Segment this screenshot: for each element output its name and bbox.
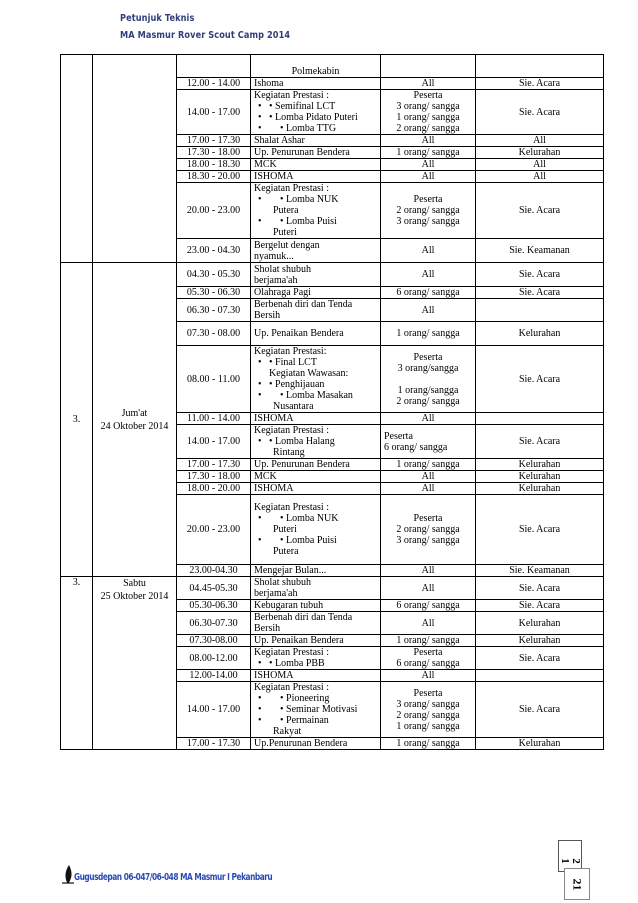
time-cell: 14.00 - 17.00 bbox=[177, 682, 251, 738]
activity-line: • • Seminar Motivasi bbox=[254, 704, 377, 715]
participant-line: 3 orang/ sangga bbox=[396, 698, 460, 710]
activity-line: Mengejar Bulan... bbox=[254, 565, 327, 576]
activity-line: Bersih bbox=[254, 310, 281, 321]
activity-line: Kegiatan Prestasi : bbox=[254, 425, 329, 436]
pic-cell bbox=[476, 682, 604, 738]
participant-line: Peserta bbox=[413, 513, 443, 524]
activity-cell bbox=[251, 263, 381, 287]
pic-line: Sie. Keamanan bbox=[509, 565, 570, 576]
time-cell: 18.30 - 20.00 bbox=[177, 171, 251, 183]
activity-line: • • Lomba NUK bbox=[254, 513, 377, 524]
time-cell: 23.00-04.30 bbox=[177, 565, 251, 577]
participant-line: 6 orang/ sangga bbox=[396, 658, 460, 669]
day-cell bbox=[93, 55, 177, 263]
activity-cell bbox=[251, 239, 381, 263]
participant-line: Peserta bbox=[413, 194, 443, 205]
participant-line: 1 orang/ sangga bbox=[396, 459, 460, 470]
activity-line: • • Lomba Halang bbox=[254, 436, 377, 447]
activity-cell bbox=[251, 600, 381, 612]
pic-cell bbox=[476, 239, 604, 263]
participant-line: All bbox=[421, 483, 435, 494]
time-cell: 14.00 - 17.00 bbox=[177, 425, 251, 459]
pic-line: Sie. Acara bbox=[518, 436, 561, 447]
activity-line: Berbenah diri dan Tenda bbox=[254, 612, 353, 623]
page-number-mark-text: 21 bbox=[570, 878, 585, 891]
participants-cell bbox=[381, 135, 476, 147]
activity-line: Up. Penurunan Bendera bbox=[254, 459, 350, 470]
table-row bbox=[61, 263, 604, 287]
participant-line: All bbox=[421, 245, 435, 256]
activity-cell bbox=[251, 147, 381, 159]
activity-line: Up.Penurunan Bendera bbox=[254, 738, 348, 749]
activity-line: • • Lomba TTG bbox=[254, 123, 377, 134]
participants-cell bbox=[381, 147, 476, 159]
pic-line: Kelurahan bbox=[518, 617, 561, 629]
participants-cell bbox=[381, 635, 476, 647]
activity-line: ISHOMA bbox=[254, 171, 294, 182]
activity-line: MCK bbox=[254, 471, 277, 482]
pic-cell bbox=[476, 738, 604, 750]
activity-line: Kebugaran tubuh bbox=[254, 600, 324, 611]
pic-cell bbox=[476, 346, 604, 413]
activity-line: • • Lomba NUK bbox=[254, 194, 377, 205]
pic-line: Sie. Acara bbox=[518, 78, 561, 89]
participant-line: 1 orang/ sangga bbox=[396, 720, 460, 732]
time-cell: 06.30 - 07.30 bbox=[177, 299, 251, 322]
pic-cell bbox=[476, 565, 604, 577]
pic-cell bbox=[476, 263, 604, 287]
participant-line: All bbox=[421, 269, 435, 280]
pic-line: Sie. Acara bbox=[518, 582, 561, 594]
participant-line: 2 orang/ sangga bbox=[396, 524, 460, 535]
activity-line: nyamuk... bbox=[254, 250, 294, 262]
participants-cell bbox=[381, 346, 476, 413]
activity-cell bbox=[251, 78, 381, 90]
activity-line: Up. Penaikan Bendera bbox=[254, 328, 344, 339]
participant-line: All bbox=[421, 471, 435, 482]
activity-cell bbox=[251, 159, 381, 171]
activity-line: Ishoma bbox=[254, 78, 284, 89]
participants-cell bbox=[381, 565, 476, 577]
pic-line: Sie. Acara bbox=[518, 524, 561, 535]
activity-cell bbox=[251, 483, 381, 495]
participant-line: 1 orang/ sangga bbox=[396, 635, 460, 646]
participant-line: 6 orang/ sangga bbox=[396, 287, 460, 298]
table-row bbox=[61, 55, 604, 78]
participants-cell bbox=[381, 647, 476, 670]
activity-line bbox=[254, 55, 377, 66]
participant-line: All bbox=[421, 670, 435, 681]
participant-line: 3 orang/ sangga bbox=[396, 216, 460, 227]
activity-cell bbox=[251, 577, 381, 600]
time-cell: 06.30-07.30 bbox=[177, 612, 251, 635]
header-subtitle: MA Masmur Rover Scout Camp 2014 bbox=[120, 30, 291, 41]
participants-cell bbox=[381, 738, 476, 750]
activity-cell bbox=[251, 425, 381, 459]
pic-cell bbox=[476, 78, 604, 90]
pic-cell bbox=[476, 647, 604, 670]
pic-line: Sie. Acara bbox=[518, 106, 561, 118]
time-cell: 17.00 - 17.30 bbox=[177, 135, 251, 147]
activity-line: • • Semifinal LCT bbox=[254, 101, 377, 112]
activity-line: • • Lomba Pidato Puteri bbox=[254, 112, 377, 123]
participant-line: Peserta bbox=[413, 351, 443, 363]
pic-cell bbox=[476, 635, 604, 647]
participant-line: Peserta bbox=[413, 687, 443, 699]
participants-cell bbox=[381, 171, 476, 183]
time-cell: 17.30 - 18.00 bbox=[177, 147, 251, 159]
participant-line: Peserta bbox=[413, 647, 443, 658]
activity-line: • • Lomba Puisi bbox=[254, 535, 377, 546]
time-cell: 05.30 - 06.30 bbox=[177, 287, 251, 299]
activity-line: • • Lomba Masakan bbox=[254, 390, 377, 401]
activity-line: ISHOMA bbox=[254, 413, 294, 424]
activity-line: Bersih bbox=[254, 623, 281, 634]
day-name: Jum'at bbox=[121, 407, 148, 419]
pic-line: Sie. Acara bbox=[518, 373, 561, 385]
activity-line: Rintang bbox=[273, 447, 305, 458]
activity-line: • • Penghijauan bbox=[254, 379, 377, 390]
pic-line: Kelurahan bbox=[518, 147, 561, 158]
pic-cell bbox=[476, 425, 604, 459]
time-cell: 07.30-08.00 bbox=[177, 635, 251, 647]
activity-line: Sholat shubuh bbox=[254, 263, 311, 275]
pic-cell bbox=[476, 90, 604, 135]
participants-cell bbox=[381, 322, 476, 346]
pic-line: Sie. Acara bbox=[518, 600, 561, 611]
pic-line: Kelurahan bbox=[518, 635, 561, 646]
time-cell: 04.45-05.30 bbox=[177, 577, 251, 600]
time-cell: 08.00 - 11.00 bbox=[177, 346, 251, 413]
number-cell bbox=[61, 55, 93, 263]
pic-line: Kelurahan bbox=[518, 738, 561, 749]
activity-cell bbox=[251, 738, 381, 750]
activity-cell bbox=[251, 135, 381, 147]
pic-cell bbox=[476, 459, 604, 471]
day-date: 24 Oktober 2014 bbox=[100, 420, 169, 432]
pic-line: Kelurahan bbox=[518, 459, 561, 470]
pic-line: All bbox=[533, 159, 546, 170]
participants-cell bbox=[381, 413, 476, 425]
pic-line: Kelurahan bbox=[518, 471, 561, 482]
activity-line: Kegiatan Prestasi : bbox=[254, 183, 329, 194]
participant-line: 1 orang/ sangga bbox=[396, 328, 460, 339]
pic-line: Sie. Acara bbox=[518, 652, 561, 664]
time-cell: 17.00 - 17.30 bbox=[177, 459, 251, 471]
day-cell bbox=[93, 263, 177, 577]
pic-cell bbox=[476, 483, 604, 495]
schedule-table bbox=[60, 54, 604, 750]
time-cell: 17.30 - 18.00 bbox=[177, 471, 251, 483]
participants-cell bbox=[381, 471, 476, 483]
participants-cell bbox=[381, 670, 476, 682]
participant-line: 2 orang/ sangga bbox=[396, 205, 460, 216]
activity-line: Shalat Ashar bbox=[254, 135, 305, 146]
participant-line: Peserta bbox=[384, 430, 413, 442]
day-name: Sabtu bbox=[123, 578, 146, 589]
participant-line: 3 orang/sangga bbox=[397, 362, 459, 374]
activity-line: berjama'ah bbox=[254, 274, 298, 286]
activity-line: Puteri bbox=[273, 524, 297, 535]
activity-line: • • Permainan bbox=[254, 715, 377, 726]
activity-line: Olahraga Pagi bbox=[254, 287, 311, 298]
participant-line: 1 orang/ sangga bbox=[396, 112, 460, 123]
activity-cell bbox=[251, 346, 381, 413]
activity-line: Kegiatan Prestasi : bbox=[254, 647, 329, 658]
day-number: 3. bbox=[72, 577, 81, 588]
activity-cell bbox=[251, 670, 381, 682]
participants-cell bbox=[381, 239, 476, 263]
participants-cell bbox=[381, 577, 476, 600]
activity-line: Kegiatan Prestasi : bbox=[254, 502, 329, 513]
activity-line: Puteri bbox=[273, 227, 297, 238]
pic-cell bbox=[476, 55, 604, 78]
participant-line: 1 orang/sangga bbox=[397, 384, 459, 396]
time-cell: 05.30-06.30 bbox=[177, 600, 251, 612]
activity-line: Bergelut dengan bbox=[254, 239, 320, 251]
participant-line: All bbox=[421, 135, 435, 146]
participant-line: 6 orang/ sangga bbox=[384, 441, 448, 453]
time-cell: 12.00 - 14.00 bbox=[177, 78, 251, 90]
pic-cell bbox=[476, 135, 604, 147]
participant-line: All bbox=[421, 171, 435, 182]
activity-cell bbox=[251, 459, 381, 471]
activity-line: Nusantara bbox=[273, 401, 314, 412]
activity-line: • • Final LCT bbox=[254, 357, 377, 368]
pic-cell bbox=[476, 171, 604, 183]
time-cell: 04.30 - 05.30 bbox=[177, 263, 251, 287]
participant-line: 6 orang/ sangga bbox=[396, 600, 460, 611]
page-number-box-text: 2 1 bbox=[559, 858, 582, 864]
participant-line: All bbox=[421, 78, 435, 89]
footer-text: Gugusdepan 06-047/06-048 MA Masmur I Pekanbaru bbox=[74, 872, 273, 883]
participant-line: 1 orang/ sangga bbox=[396, 738, 460, 749]
time-cell: 08.00-12.00 bbox=[177, 647, 251, 670]
participants-cell bbox=[381, 682, 476, 738]
activity-cell bbox=[251, 471, 381, 483]
time-cell: 23.00 - 04.30 bbox=[177, 239, 251, 263]
activity-line: • • Lomba Puisi bbox=[254, 216, 377, 227]
time-cell: 18.00 - 18.30 bbox=[177, 159, 251, 171]
pic-line: All bbox=[533, 171, 546, 182]
table-row bbox=[61, 577, 604, 600]
activity-line: Kegiatan Prestasi : bbox=[254, 90, 329, 101]
header-title: Petunjuk Teknis bbox=[120, 13, 195, 24]
pic-cell bbox=[476, 322, 604, 346]
participant-line: 3 orang/ sangga bbox=[396, 535, 460, 546]
pic-cell bbox=[476, 495, 604, 565]
activity-line: Up. Penurunan Bendera bbox=[254, 147, 350, 158]
time-cell: 17.00 - 17.30 bbox=[177, 738, 251, 750]
activity-cell bbox=[251, 635, 381, 647]
participant-line bbox=[384, 374, 472, 385]
participants-cell bbox=[381, 459, 476, 471]
participants-cell bbox=[381, 425, 476, 459]
pic-cell bbox=[476, 612, 604, 635]
activity-cell bbox=[251, 90, 381, 135]
pic-cell bbox=[476, 600, 604, 612]
activity-cell bbox=[251, 55, 381, 78]
pic-line: Sie. Acara bbox=[518, 205, 561, 216]
pic-cell bbox=[476, 183, 604, 239]
participants-cell bbox=[381, 495, 476, 565]
activity-cell bbox=[251, 322, 381, 346]
activity-line: Putera bbox=[273, 205, 299, 216]
activity-line: Polmekabin bbox=[291, 66, 340, 77]
participant-line: 2 orang/ sangga bbox=[396, 709, 460, 721]
participant-line: 3 orang/ sangga bbox=[396, 101, 460, 112]
participants-cell bbox=[381, 90, 476, 135]
activity-line: Rakyat bbox=[273, 726, 302, 737]
pic-cell bbox=[476, 413, 604, 425]
pic-cell bbox=[476, 577, 604, 600]
participant-line: 1 orang/ sangga bbox=[396, 147, 460, 158]
pic-line: Sie. Acara bbox=[518, 704, 561, 715]
number-cell bbox=[61, 263, 93, 577]
pic-line: Kelurahan bbox=[518, 328, 561, 339]
document-header bbox=[120, 10, 290, 44]
activity-cell bbox=[251, 413, 381, 425]
day-date: 25 Oktober 2014 bbox=[100, 591, 169, 602]
time-cell bbox=[177, 55, 251, 78]
pic-line: Sie. Acara bbox=[518, 269, 561, 280]
activity-line: ISHOMA bbox=[254, 483, 294, 494]
activity-line: Kegiatan Wawasan: bbox=[269, 368, 349, 379]
day-cell bbox=[93, 577, 177, 750]
time-cell: 18.00 - 20.00 bbox=[177, 483, 251, 495]
activity-cell bbox=[251, 183, 381, 239]
participants-cell bbox=[381, 483, 476, 495]
participant-line: All bbox=[421, 304, 435, 316]
participants-cell bbox=[381, 159, 476, 171]
participants-cell bbox=[381, 183, 476, 239]
pic-cell bbox=[476, 159, 604, 171]
participants-cell bbox=[381, 263, 476, 287]
pic-cell bbox=[476, 670, 604, 682]
participants-cell bbox=[381, 600, 476, 612]
pic-cell bbox=[476, 299, 604, 322]
activity-cell bbox=[251, 171, 381, 183]
activity-line: Berbenah diri dan Tenda bbox=[254, 299, 353, 310]
participant-line: 2 orang/ sangga bbox=[396, 123, 460, 134]
participant-line: 2 orang/ sangga bbox=[396, 395, 460, 407]
page-number-mark bbox=[564, 868, 590, 900]
pic-cell bbox=[476, 147, 604, 159]
activity-line: Kegiatan Prestasi: bbox=[254, 346, 327, 357]
activity-line: • • Pioneering bbox=[254, 693, 377, 704]
activity-line: MCK bbox=[254, 159, 277, 170]
activity-line: Putera bbox=[273, 546, 299, 557]
pic-line: All bbox=[533, 135, 546, 146]
number-cell bbox=[61, 577, 93, 750]
pic-line: Sie. Acara bbox=[518, 287, 561, 298]
time-cell: 12.00-14.00 bbox=[177, 670, 251, 682]
activity-line: • • Lomba PBB bbox=[254, 658, 377, 669]
schedule-body bbox=[61, 55, 604, 750]
activity-line: Sholat shubuh bbox=[254, 577, 311, 588]
activity-cell bbox=[251, 299, 381, 322]
activity-line: ISHOMA bbox=[254, 670, 294, 681]
participants-cell bbox=[381, 55, 476, 78]
participant-line: All bbox=[421, 617, 435, 629]
pic-line: Sie. Keamanan bbox=[509, 245, 570, 256]
activity-cell bbox=[251, 682, 381, 738]
pic-cell bbox=[476, 287, 604, 299]
day-number: 3. bbox=[72, 414, 81, 425]
participants-cell bbox=[381, 287, 476, 299]
participant-line: All bbox=[421, 159, 435, 170]
participant-line: All bbox=[421, 582, 435, 594]
activity-line: berjama'ah bbox=[254, 588, 298, 599]
participants-cell bbox=[381, 612, 476, 635]
participants-cell bbox=[381, 299, 476, 322]
pic-cell bbox=[476, 471, 604, 483]
time-cell: 07.30 - 08.00 bbox=[177, 322, 251, 346]
activity-cell bbox=[251, 495, 381, 565]
activity-cell bbox=[251, 287, 381, 299]
time-cell: 20.00 - 23.00 bbox=[177, 495, 251, 565]
activity-cell bbox=[251, 647, 381, 670]
participant-line: All bbox=[421, 413, 435, 424]
time-cell: 11.00 - 14.00 bbox=[177, 413, 251, 425]
activity-cell bbox=[251, 612, 381, 635]
time-cell: 14.00 - 17.00 bbox=[177, 90, 251, 135]
pic-line: Kelurahan bbox=[518, 483, 561, 494]
activity-line: Kegiatan Prestasi : bbox=[254, 682, 329, 693]
activity-cell bbox=[251, 565, 381, 577]
participant-line: Peserta bbox=[413, 90, 443, 101]
participants-cell bbox=[381, 78, 476, 90]
activity-line: Up. Penaikan Bendera bbox=[254, 635, 344, 646]
participant-line: All bbox=[421, 565, 435, 576]
time-cell: 20.00 - 23.00 bbox=[177, 183, 251, 239]
